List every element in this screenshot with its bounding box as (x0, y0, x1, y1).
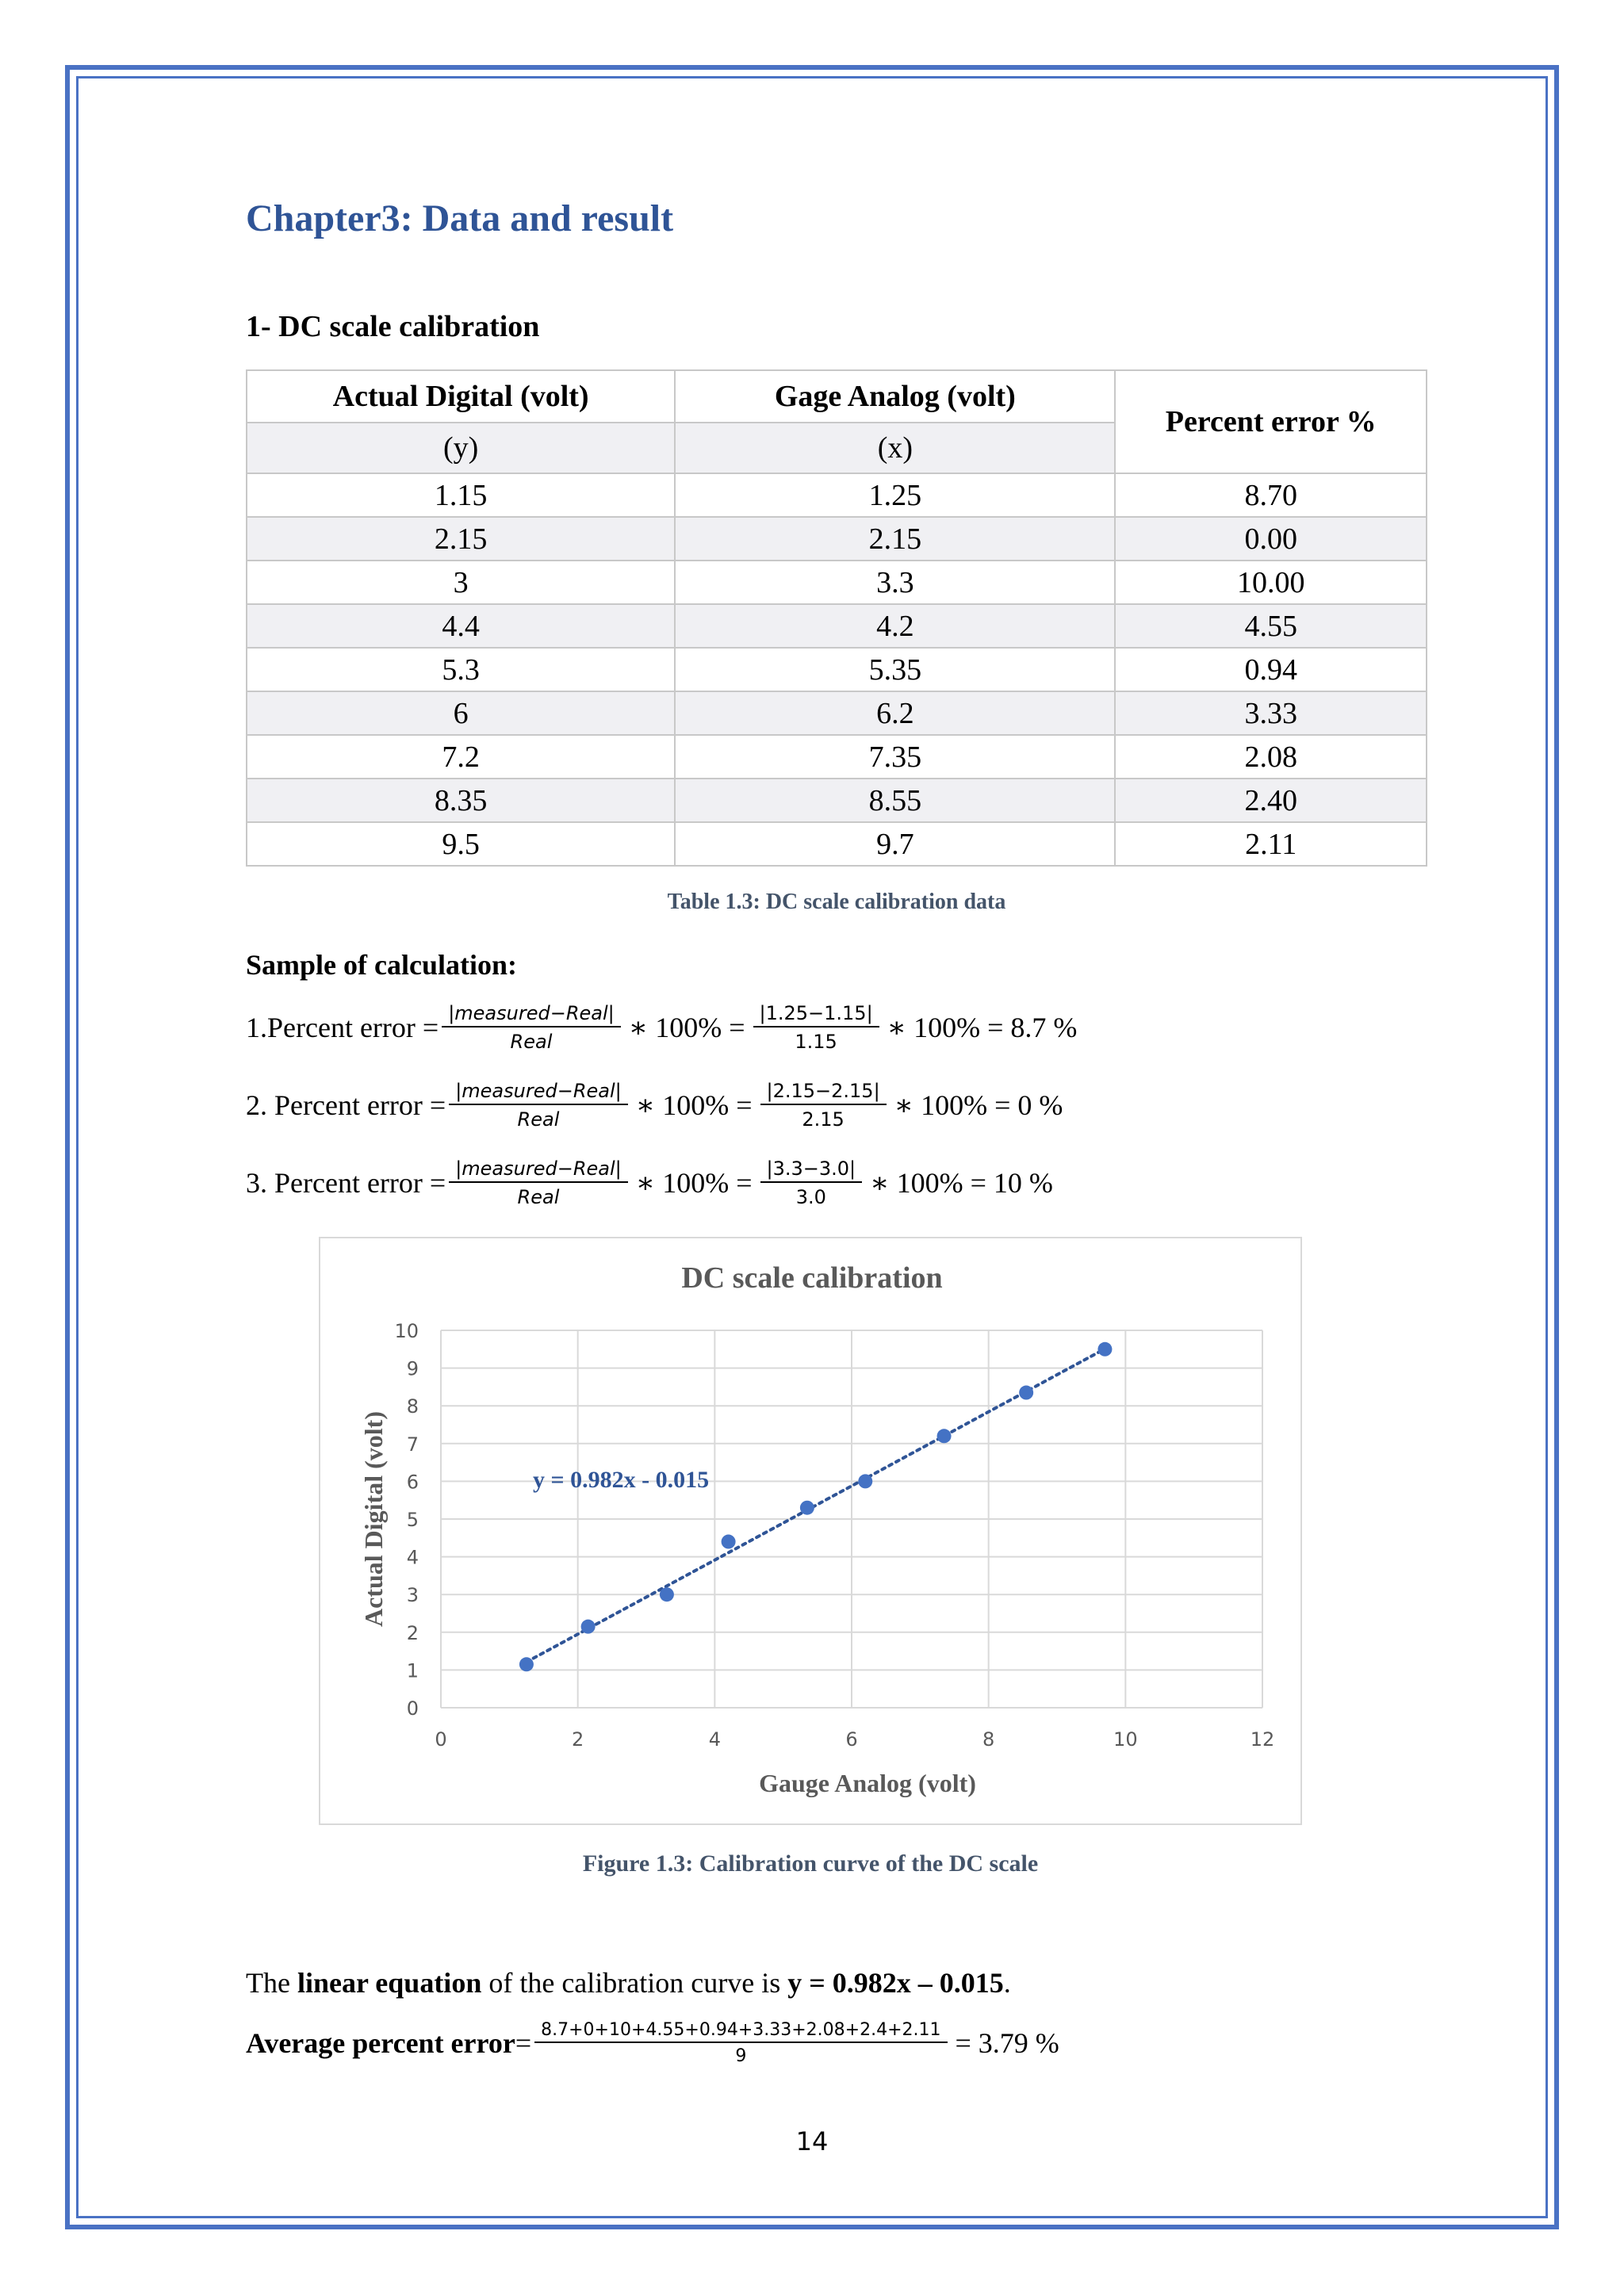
data-point (800, 1501, 814, 1515)
equation-3 (246, 1158, 1058, 1208)
x-tick-label: 6 (845, 1728, 858, 1751)
section-title: 1- DC scale calibration (246, 310, 540, 343)
cell-gage-analog: 1.25 (675, 473, 1115, 517)
calibration-table (246, 369, 1427, 867)
cell-actual-digital: 4.4 (247, 604, 675, 648)
cell-percent-error: 4.55 (1115, 604, 1427, 648)
fraction-numerator: |measured−Real| (442, 1002, 621, 1027)
cell-percent-error: 0.94 (1115, 648, 1427, 691)
value-fraction (760, 1158, 863, 1208)
x-tick-label: 10 (1113, 1728, 1138, 1751)
x-tick-label: 2 (572, 1728, 584, 1751)
equation-1 (246, 1002, 1082, 1053)
fraction-denominator: Real (510, 1031, 553, 1053)
y-tick-label: 0 (406, 1697, 419, 1720)
sentence-part: . (1003, 1967, 1011, 1999)
cell-actual-digital: 9.5 (247, 822, 675, 866)
y-tick-label: 10 (394, 1320, 419, 1342)
y-tick-label: 7 (406, 1433, 419, 1456)
data-point (722, 1535, 736, 1549)
equals-sign: = (515, 2027, 532, 2059)
result-text: ∗ 100% = 10 % (870, 1167, 1053, 1199)
cell-actual-digital: 8.35 (247, 779, 675, 822)
cell-actual-digital: 6 (247, 691, 675, 735)
cell-gage-analog: 4.2 (675, 604, 1115, 648)
subheader-x: (x) (675, 423, 1115, 473)
data-point (519, 1657, 534, 1671)
calibration-chart (319, 1237, 1302, 1825)
fraction-numerator: |3.3−3.0| (760, 1158, 863, 1183)
header-actual-digital: Actual Digital (volt) (247, 370, 675, 423)
equation-label: 2. Percent error = (246, 1089, 446, 1121)
fraction-denominator: 3.0 (795, 1186, 826, 1208)
result-text: ∗ 100% = 0 % (894, 1089, 1063, 1121)
chart-svg (320, 1238, 1304, 1827)
sentence-part: of the calibration curve is (481, 1967, 788, 1999)
y-tick-label: 8 (406, 1395, 419, 1418)
table-row (247, 473, 1427, 517)
data-point (660, 1587, 674, 1601)
fraction-numerator: 8.7+0+10+4.55+0.94+3.33+2.08+2.4+2.11 (534, 2020, 947, 2043)
sentence-part: The (246, 1967, 297, 1999)
cell-gage-analog: 9.7 (675, 822, 1115, 866)
data-point (581, 1620, 596, 1634)
average-label: Average percent error (246, 2027, 515, 2059)
cell-percent-error: 10.00 (1115, 561, 1427, 604)
cell-actual-digital: 7.2 (247, 735, 675, 779)
x-axis-label: Gauge Analog (volt) (759, 1769, 976, 1797)
data-point (937, 1429, 952, 1443)
header-percent-error: Percent error % (1115, 370, 1427, 473)
multiply-text: ∗ 100% = (628, 1012, 745, 1043)
value-fraction (760, 1080, 887, 1131)
x-tick-label: 8 (982, 1728, 995, 1751)
multiply-text: ∗ 100% = (635, 1167, 753, 1199)
fraction-denominator: 9 (735, 2046, 747, 2066)
fraction-numerator: |measured−Real| (449, 1080, 628, 1105)
table-row (247, 735, 1427, 779)
sample-title: Sample of calculation: (246, 949, 517, 981)
cell-actual-digital: 2.15 (247, 517, 675, 561)
subheader-y: (y) (247, 423, 675, 473)
cell-percent-error: 2.08 (1115, 735, 1427, 779)
cell-gage-analog: 7.35 (675, 735, 1115, 779)
y-tick-label: 2 (406, 1621, 419, 1644)
y-tick-label: 9 (406, 1357, 419, 1380)
fraction-numerator: |1.25−1.15| (753, 1002, 879, 1027)
data-point (1097, 1342, 1112, 1357)
data-point (1019, 1386, 1033, 1400)
table-row (247, 691, 1427, 735)
table-row (247, 561, 1427, 604)
linear-equation-sentence (246, 1966, 1011, 1999)
cell-actual-digital: 3 (247, 561, 675, 604)
fraction-denominator: 1.15 (795, 1031, 837, 1053)
x-tick-label: 0 (435, 1728, 447, 1751)
table-row (247, 648, 1427, 691)
header-gage-analog: Gage Analog (volt) (675, 370, 1115, 423)
sentence-bold-equation: y = 0.982x – 0.015 (787, 1967, 1004, 1999)
cell-actual-digital: 1.15 (247, 473, 675, 517)
cell-percent-error: 2.11 (1115, 822, 1427, 866)
cell-percent-error: 8.70 (1115, 473, 1427, 517)
y-tick-label: 4 (406, 1546, 419, 1569)
table-row (247, 604, 1427, 648)
average-percent-error (246, 2020, 1064, 2066)
cell-gage-analog: 8.55 (675, 779, 1115, 822)
y-axis-label: Actual Digital (volt) (359, 1411, 388, 1627)
general-fraction (442, 1002, 621, 1053)
cell-gage-analog: 3.3 (675, 561, 1115, 604)
cell-gage-analog: 6.2 (675, 691, 1115, 735)
equation-2 (246, 1080, 1067, 1131)
cell-actual-digital: 5.3 (247, 648, 675, 691)
trendline-equation: y = 0.982x - 0.015 (533, 1467, 710, 1493)
figure-caption: Figure 1.3: Calibration curve of the DC scale (582, 1850, 1039, 1877)
value-fraction (753, 1002, 879, 1053)
general-fraction (449, 1080, 628, 1131)
cell-gage-analog: 2.15 (675, 517, 1115, 561)
table-row (247, 517, 1427, 561)
page-number: 14 (795, 2126, 829, 2156)
trendline (527, 1349, 1105, 1662)
average-fraction (534, 2020, 947, 2066)
fraction-numerator: |measured−Real| (449, 1158, 628, 1183)
table-caption: Table 1.3: DC scale calibration data (667, 890, 1006, 914)
x-tick-label: 4 (708, 1728, 721, 1751)
fraction-denominator: Real (517, 1186, 560, 1208)
fraction-denominator: 2.15 (802, 1108, 845, 1131)
general-fraction (449, 1158, 628, 1208)
y-tick-label: 6 (406, 1471, 419, 1494)
cell-gage-analog: 5.35 (675, 648, 1115, 691)
fraction-numerator: |2.15−2.15| (760, 1080, 887, 1105)
result-text: ∗ 100% = 8.7 % (887, 1012, 1078, 1043)
equation-label: 3. Percent error = (246, 1167, 446, 1199)
y-tick-label: 1 (406, 1659, 419, 1682)
y-tick-label: 3 (406, 1584, 419, 1607)
equation-label: 1.Percent error = (246, 1012, 439, 1043)
chapter-title: Chapter3: Data and result (246, 197, 674, 239)
fraction-denominator: Real (517, 1108, 560, 1131)
x-tick-label: 12 (1250, 1728, 1275, 1751)
chart-title: DC scale calibration (681, 1261, 943, 1295)
data-point (858, 1474, 872, 1488)
cell-percent-error: 3.33 (1115, 691, 1427, 735)
table-row (247, 822, 1427, 866)
cell-percent-error: 2.40 (1115, 779, 1427, 822)
table-row (247, 779, 1427, 822)
y-tick-label: 5 (406, 1509, 419, 1531)
cell-percent-error: 0.00 (1115, 517, 1427, 561)
sentence-bold-linear-equation: linear equation (297, 1967, 482, 1999)
table-body (247, 473, 1427, 866)
multiply-text: ∗ 100% = (635, 1089, 753, 1121)
average-result: = 3.79 % (955, 2027, 1059, 2059)
